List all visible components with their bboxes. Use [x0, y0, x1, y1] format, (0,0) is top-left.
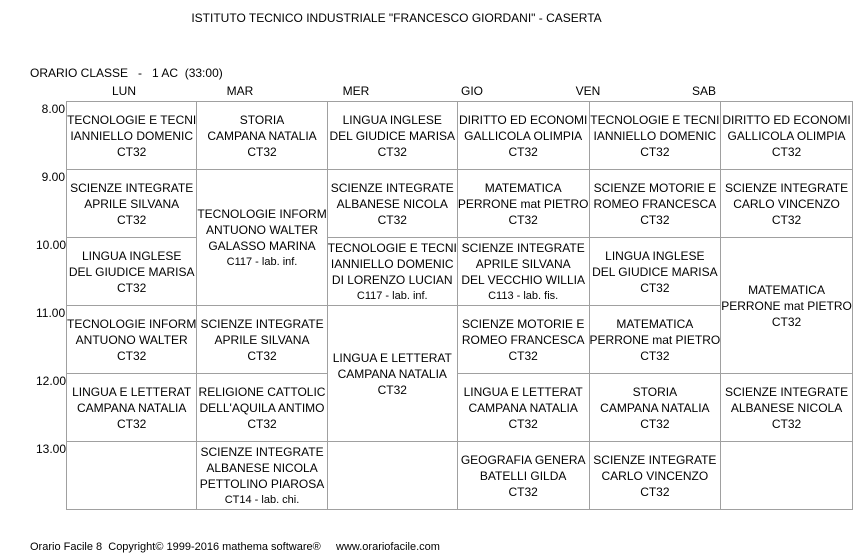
empty-cell: [721, 442, 853, 510]
day-header-ven: VEN: [575, 84, 601, 98]
school-title: ISTITUTO TECNICO INDUSTRIALE "FRANCESCO GIORDANI" - CASERTA: [191, 11, 602, 25]
teacher-label: GALASSO MARINA: [208, 238, 316, 253]
subject-label: MATEMATICA: [748, 282, 825, 297]
teacher-label: DELL'AQUILA ANTIMO: [199, 400, 325, 415]
teacher-label: BATELLI GILDA: [479, 468, 567, 483]
subject-label: SCIENZE MOTORIE E: [461, 316, 585, 331]
room-label: CT32: [247, 348, 277, 363]
subject-label: DIRITTO ED ECONOMI: [722, 112, 851, 127]
teacher-label: PETTOLINO PIAROSA: [199, 476, 325, 491]
subject-label: SCIENZE INTEGRATE: [200, 316, 324, 331]
day-header-mer: MER: [342, 84, 370, 98]
teacher-label: PERRONE mat PIETRO: [457, 196, 589, 211]
teacher-label: ALBANESE NICOLA: [336, 196, 448, 211]
day-header-sab: SAB: [691, 84, 716, 98]
lesson-cell: [327, 306, 457, 442]
schedule-row: [67, 102, 853, 170]
subject-label: MATEMATICA: [484, 180, 562, 195]
lesson-cell: [67, 238, 197, 306]
lesson-cell: [457, 442, 589, 510]
lesson-cell: [589, 442, 721, 510]
time-label: 13.00: [36, 442, 67, 456]
lesson-cell: [457, 374, 589, 442]
room-label: CT32: [508, 212, 538, 227]
lesson-cell: [457, 102, 589, 170]
teacher-label: ALBANESE NICOLA: [730, 400, 843, 415]
time-label: 8.00: [41, 102, 65, 116]
subject-label: LINGUA INGLESE: [81, 248, 182, 263]
room-label: CT32: [508, 144, 538, 159]
room-label: CT32: [247, 416, 277, 431]
subject-label: DIRITTO ED ECONOMI: [458, 112, 588, 127]
subject-label: MATEMATICA: [616, 316, 694, 331]
class-label: ORARIO CLASSE - 1 AC (33:00): [30, 66, 223, 80]
teacher-label: ANTUONO WALTER: [75, 332, 188, 347]
subject-label: SCIENZE INTEGRATE: [70, 180, 194, 195]
lesson-cell: [589, 102, 721, 170]
room-label: CT32: [640, 416, 670, 431]
room-label: CT32: [640, 144, 670, 159]
time-label: 11.00: [36, 306, 66, 320]
schedule-row: [67, 374, 853, 442]
time-label: 9.00: [41, 170, 65, 184]
room-label: CT32: [508, 484, 538, 499]
teacher-label: DEL GIUDICE MARISA: [329, 128, 456, 143]
subject-label: SCIENZE INTEGRATE: [330, 180, 454, 195]
empty-cell: [327, 442, 457, 510]
lesson-cell: [589, 238, 721, 306]
subject-label: LINGUA E LETTERAT: [72, 384, 192, 399]
day-header-mar: MAR: [226, 84, 254, 98]
room-label: CT32: [377, 212, 407, 227]
lesson-cell: [197, 306, 327, 374]
subject-label: LINGUA E LETTERAT: [463, 384, 583, 399]
subject-label: TECNOLOGIE E TECNI: [327, 240, 457, 255]
room-label: CT32: [640, 212, 670, 227]
lesson-cell: [67, 374, 197, 442]
lesson-cell: [589, 170, 721, 238]
schedule-row: [67, 238, 853, 306]
room-label: CT32: [117, 416, 147, 431]
room-label: CT32: [377, 382, 407, 397]
teacher-label: DEL GIUDICE MARISA: [592, 264, 718, 279]
lesson-cell: [67, 102, 197, 170]
lesson-cell: [721, 374, 853, 442]
day-header-lun: LUN: [111, 84, 136, 98]
room-label: CT32: [771, 144, 802, 159]
teacher-label: CAMPANA NATALIA: [207, 128, 317, 143]
lesson-cell: [327, 102, 457, 170]
teacher-label: DI LORENZO LUCIAN: [331, 272, 453, 287]
teacher-label: CAMPANA NATALIA: [600, 400, 710, 415]
teacher-label: ROMEO FRANCESCA: [593, 196, 717, 211]
teacher-label: DEL VECCHIO WILLIA: [461, 272, 585, 287]
teacher-label: ANTUONO WALTER: [206, 222, 319, 237]
teacher-label: CAMPANA NATALIA: [76, 400, 187, 415]
lesson-cell: [197, 374, 327, 442]
subject-label: TECNOLOGIE E TECNI: [67, 112, 197, 127]
teacher-label: APRILE SILVANA: [214, 332, 310, 347]
room-label: CT32: [117, 280, 147, 295]
room-label: C113 - lab. fis.: [488, 289, 559, 302]
subject-label: SCIENZE INTEGRATE: [200, 444, 324, 459]
footer-copyright: Orario Facile 8 Copyright© 1999-2016 mathema software® www.orariofacile.com: [30, 541, 440, 553]
lesson-cell: [457, 306, 589, 374]
room-label: CT32: [771, 212, 802, 227]
room-label: CT32: [377, 144, 407, 159]
subject-label: TECNOLOGIE INFORM: [67, 316, 197, 331]
time-label: 12.00: [36, 374, 67, 388]
subject-label: SCIENZE INTEGRATE: [461, 240, 585, 255]
room-label: CT32: [771, 314, 802, 329]
lesson-cell: [197, 102, 327, 170]
subject-label: SCIENZE INTEGRATE: [724, 384, 849, 399]
subject-label: LINGUA INGLESE: [605, 248, 705, 263]
lesson-cell: [457, 238, 589, 306]
lesson-cell: [721, 102, 853, 170]
subject-label: SCIENZE INTEGRATE: [593, 452, 717, 467]
room-label: CT32: [117, 144, 147, 159]
room-label: CT14 - lab. chi.: [224, 493, 300, 506]
lesson-cell: [457, 170, 589, 238]
teacher-label: CARLO VINCENZO: [601, 468, 709, 483]
room-label: C117 - lab. inf.: [356, 289, 428, 302]
teacher-label: CAMPANA NATALIA: [468, 400, 578, 415]
lesson-cell: [197, 170, 327, 306]
lesson-cell: [67, 306, 197, 374]
teacher-label: APRILE SILVANA: [475, 256, 571, 271]
room-label: CT32: [247, 144, 277, 159]
teacher-label: PERRONE mat PIETRO: [589, 332, 721, 347]
time-label: 10.00: [36, 238, 67, 252]
room-label: C117 - lab. inf.: [226, 255, 298, 268]
lesson-cell: [197, 442, 327, 510]
lesson-cell: [327, 170, 457, 238]
teacher-label: PERRONE mat PIETRO: [721, 298, 852, 313]
teacher-label: IANNIELLO DOMENIC: [70, 128, 194, 143]
teacher-label: GALLICOLA OLIMPIA: [727, 128, 846, 143]
subject-label: SCIENZE MOTORIE E: [593, 180, 717, 195]
schedule-grid: [66, 101, 853, 510]
schedule-row: [67, 170, 853, 238]
room-label: CT32: [640, 280, 670, 295]
subject-label: GEOGRAFIA GENERA: [460, 452, 586, 467]
teacher-label: IANNIELLO DOMENIC: [330, 256, 454, 271]
room-label: CT32: [117, 212, 147, 227]
lesson-cell: [67, 170, 197, 238]
lesson-cell: [721, 170, 853, 238]
subject-label: RELIGIONE CATTOLIC: [198, 384, 326, 399]
room-label: CT32: [508, 416, 538, 431]
subject-label: SCIENZE INTEGRATE: [724, 180, 849, 195]
room-label: CT32: [771, 416, 802, 431]
subject-label: TECNOLOGIE INFORM: [197, 206, 327, 221]
teacher-label: GALLICOLA OLIMPIA: [464, 128, 583, 143]
lesson-cell: [721, 238, 853, 374]
teacher-label: CAMPANA NATALIA: [337, 366, 447, 381]
subject-label: TECNOLOGIE E TECNI: [590, 112, 720, 127]
subject-label: LINGUA INGLESE: [342, 112, 442, 127]
teacher-label: ROMEO FRANCESCA: [461, 332, 585, 347]
day-header-gio: GIO: [460, 84, 483, 98]
room-label: CT32: [117, 348, 147, 363]
room-label: CT32: [508, 348, 538, 363]
lesson-cell: [327, 238, 457, 306]
lesson-cell: [589, 374, 721, 442]
room-label: CT32: [640, 484, 670, 499]
subject-label: STORIA: [632, 384, 678, 399]
subject-label: LINGUA E LETTERAT: [332, 350, 452, 365]
schedule-row: [67, 442, 853, 510]
empty-cell: [67, 442, 197, 510]
teacher-label: ALBANESE NICOLA: [206, 460, 318, 475]
teacher-label: IANNIELLO DOMENIC: [593, 128, 717, 143]
room-label: CT32: [640, 348, 670, 363]
teacher-label: DEL GIUDICE MARISA: [68, 264, 195, 279]
lesson-cell: [589, 306, 721, 374]
teacher-label: APRILE SILVANA: [84, 196, 180, 211]
subject-label: STORIA: [239, 112, 285, 127]
teacher-label: CARLO VINCENZO: [733, 196, 840, 211]
